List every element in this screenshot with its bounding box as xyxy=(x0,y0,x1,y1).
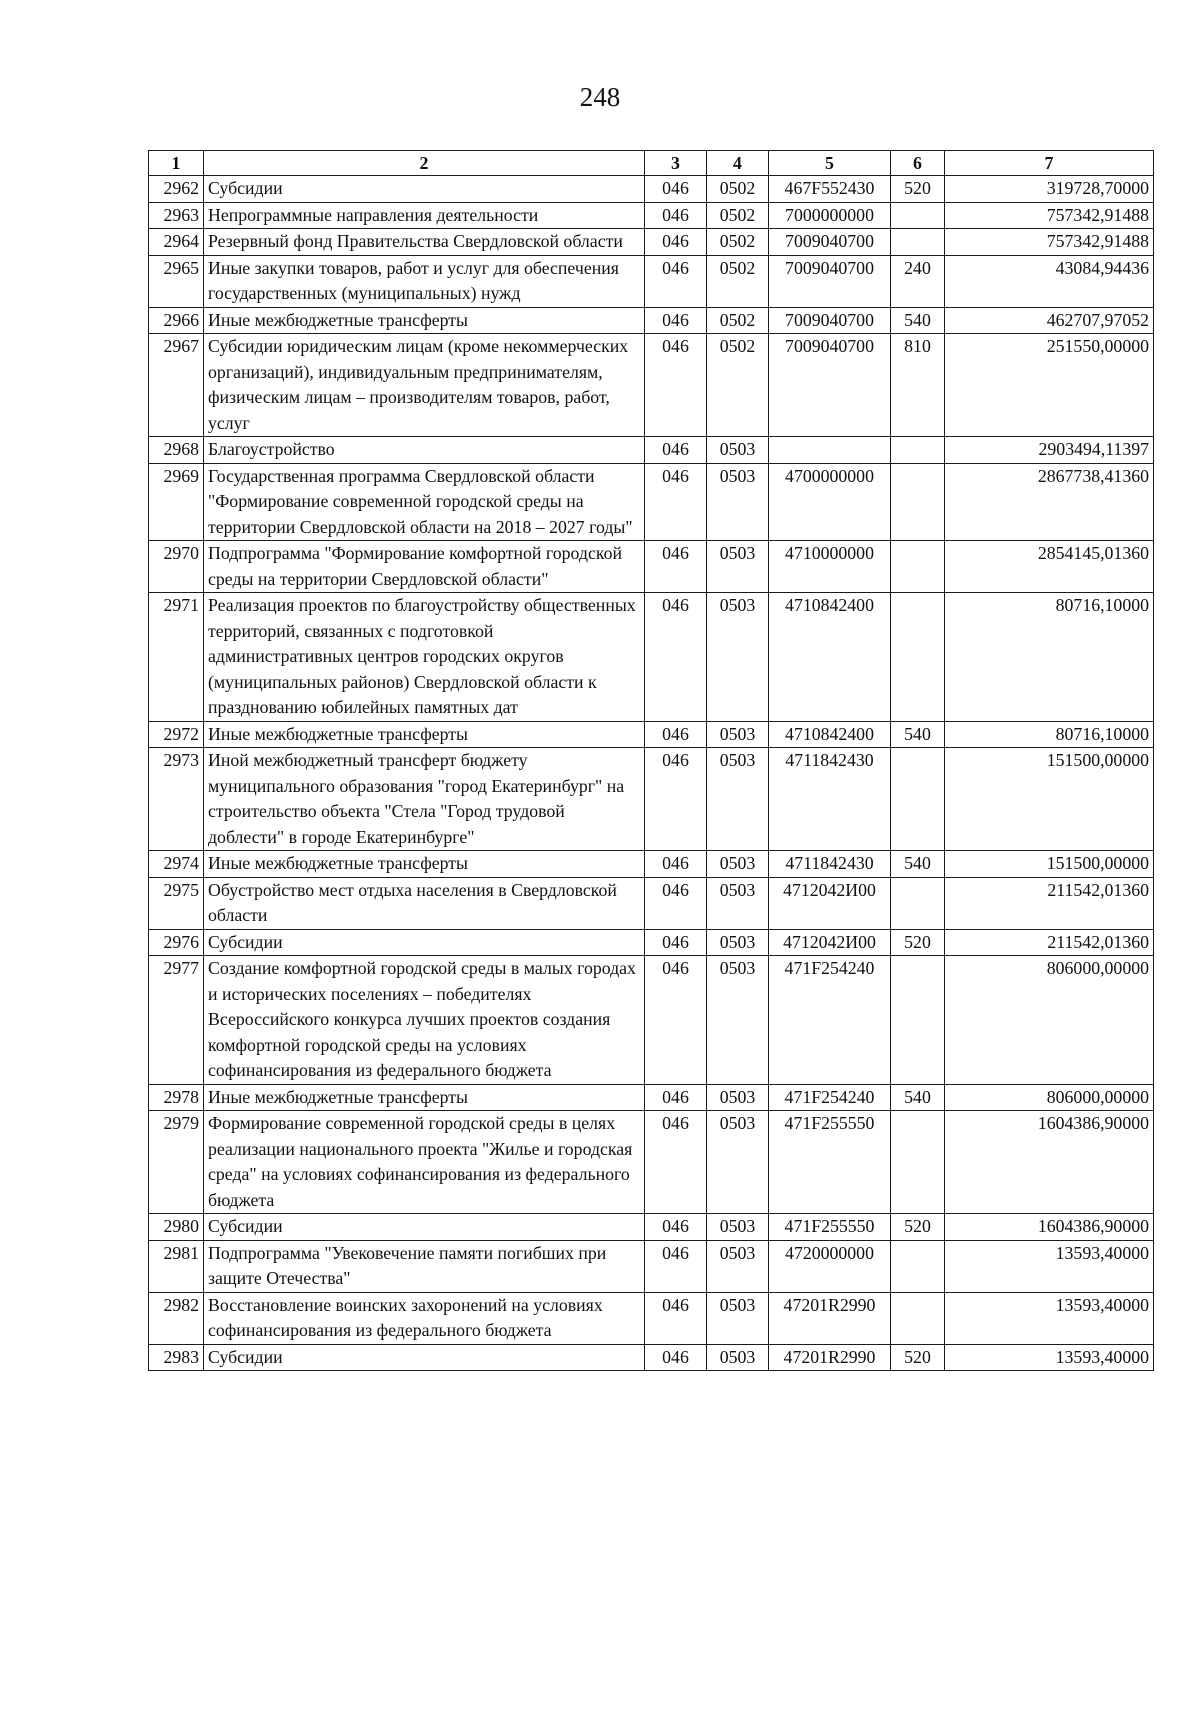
row-amount: 13593,40000 xyxy=(945,1344,1154,1371)
row-number: 2965 xyxy=(149,255,204,307)
row-code-6 xyxy=(891,956,945,1085)
table-row xyxy=(149,463,1154,541)
row-code-4: 0503 xyxy=(707,877,769,929)
table-row xyxy=(149,176,1154,203)
header-cell: 5 xyxy=(769,151,891,176)
row-code-6 xyxy=(891,463,945,541)
row-amount: 211542,01360 xyxy=(945,877,1154,929)
row-code-6 xyxy=(891,1111,945,1214)
row-code-4: 0503 xyxy=(707,1292,769,1344)
row-code-5: 471F255550 xyxy=(769,1111,891,1214)
row-number: 2983 xyxy=(149,1344,204,1371)
row-code-3: 046 xyxy=(645,851,707,878)
row-name: Благоустройство xyxy=(204,437,645,464)
row-code-4: 0503 xyxy=(707,1111,769,1214)
row-amount: 43084,94436 xyxy=(945,255,1154,307)
row-code-5: 471F255550 xyxy=(769,1214,891,1241)
table-row xyxy=(149,229,1154,256)
row-code-5: 4710842400 xyxy=(769,721,891,748)
row-name: Иные межбюджетные трансферты xyxy=(204,851,645,878)
row-code-3: 046 xyxy=(645,721,707,748)
row-name: Реализация проектов по благоустройству общественных территорий, связанных с подготовкой административных центров городских округов (муниципальных районов) Свердловской области к празднованию юбилейных памятных дат xyxy=(204,593,645,722)
row-code-3: 046 xyxy=(645,1344,707,1371)
row-number: 2967 xyxy=(149,334,204,437)
row-code-5: 47201R2990 xyxy=(769,1292,891,1344)
table-row xyxy=(149,1084,1154,1111)
table-row xyxy=(149,1344,1154,1371)
row-code-4: 0502 xyxy=(707,334,769,437)
row-name: Субсидии xyxy=(204,929,645,956)
row-number: 2979 xyxy=(149,1111,204,1214)
table-row xyxy=(149,748,1154,851)
row-code-4: 0502 xyxy=(707,255,769,307)
row-code-6: 540 xyxy=(891,1084,945,1111)
row-code-6: 520 xyxy=(891,1214,945,1241)
row-number: 2980 xyxy=(149,1214,204,1241)
row-code-3: 046 xyxy=(645,929,707,956)
row-number: 2964 xyxy=(149,229,204,256)
row-code-3: 046 xyxy=(645,1214,707,1241)
row-number: 2970 xyxy=(149,541,204,593)
row-number: 2976 xyxy=(149,929,204,956)
row-code-5: 7009040700 xyxy=(769,334,891,437)
table-row xyxy=(149,1214,1154,1241)
table-row xyxy=(149,334,1154,437)
table-row xyxy=(149,202,1154,229)
table-row xyxy=(149,851,1154,878)
row-code-5: 467F552430 xyxy=(769,176,891,203)
row-number: 2974 xyxy=(149,851,204,878)
row-number: 2962 xyxy=(149,176,204,203)
row-code-6: 520 xyxy=(891,929,945,956)
row-name: Иные межбюджетные трансферты xyxy=(204,1084,645,1111)
table-row xyxy=(149,1111,1154,1214)
header-cell: 1 xyxy=(149,151,204,176)
table-row xyxy=(149,1292,1154,1344)
row-code-3: 046 xyxy=(645,1084,707,1111)
row-code-3: 046 xyxy=(645,307,707,334)
row-name: Государственная программа Свердловской области "Формирование современной городской среды на территории Свердловской области на 2018 – 2027 годы" xyxy=(204,463,645,541)
row-number: 2966 xyxy=(149,307,204,334)
row-code-5: 4711842430 xyxy=(769,748,891,851)
row-code-5: 4710000000 xyxy=(769,541,891,593)
row-number: 2971 xyxy=(149,593,204,722)
row-name: Иной межбюджетный трансферт бюджету муниципального образования "город Екатеринбург" на строительство объекта "Стела "Город трудовой доблести" в городе Екатеринбурге" xyxy=(204,748,645,851)
row-amount: 2854145,01360 xyxy=(945,541,1154,593)
row-code-4: 0502 xyxy=(707,202,769,229)
row-name: Подпрограмма "Формирование комфортной городской среды на территории Свердловской области" xyxy=(204,541,645,593)
table-row xyxy=(149,721,1154,748)
row-amount: 151500,00000 xyxy=(945,851,1154,878)
row-code-5: 7009040700 xyxy=(769,229,891,256)
row-code-6 xyxy=(891,541,945,593)
row-code-5: 4700000000 xyxy=(769,463,891,541)
row-amount: 757342,91488 xyxy=(945,202,1154,229)
row-code-4: 0502 xyxy=(707,229,769,256)
row-name: Создание комфортной городской среды в малых городах и исторических поселениях – победителях Всероссийского конкурса лучших проектов создания комфортной городской среды на условиях софинансирования из федерального бюджета xyxy=(204,956,645,1085)
row-code-3: 046 xyxy=(645,541,707,593)
row-name: Восстановление воинских захоронений на условиях софинансирования из федерального бюджета xyxy=(204,1292,645,1344)
row-name: Субсидии xyxy=(204,1214,645,1241)
row-amount: 2903494,11397 xyxy=(945,437,1154,464)
row-code-4: 0503 xyxy=(707,851,769,878)
row-name: Субсидии xyxy=(204,176,645,203)
row-code-3: 046 xyxy=(645,748,707,851)
row-code-3: 046 xyxy=(645,229,707,256)
row-name: Резервный фонд Правительства Свердловской области xyxy=(204,229,645,256)
row-code-6: 520 xyxy=(891,1344,945,1371)
row-amount: 13593,40000 xyxy=(945,1292,1154,1344)
row-number: 2969 xyxy=(149,463,204,541)
row-code-6 xyxy=(891,202,945,229)
row-name: Субсидии xyxy=(204,1344,645,1371)
row-code-6: 540 xyxy=(891,307,945,334)
header-cell: 4 xyxy=(707,151,769,176)
row-code-6 xyxy=(891,593,945,722)
row-name: Формирование современной городской среды в целях реализации национального проекта "Жилье и городская среда" на условиях софинансирования из федерального бюджета xyxy=(204,1111,645,1214)
row-code-5: 47201R2990 xyxy=(769,1344,891,1371)
row-code-3: 046 xyxy=(645,176,707,203)
row-code-5: 4710842400 xyxy=(769,593,891,722)
row-code-6: 240 xyxy=(891,255,945,307)
table-row xyxy=(149,255,1154,307)
row-code-5: 471F254240 xyxy=(769,956,891,1085)
row-name: Иные межбюджетные трансферты xyxy=(204,721,645,748)
row-amount: 211542,01360 xyxy=(945,929,1154,956)
row-code-5: 7000000000 xyxy=(769,202,891,229)
header-cell: 6 xyxy=(891,151,945,176)
row-code-6 xyxy=(891,437,945,464)
row-amount: 806000,00000 xyxy=(945,1084,1154,1111)
row-number: 2981 xyxy=(149,1240,204,1292)
row-code-6 xyxy=(891,748,945,851)
row-code-4: 0503 xyxy=(707,929,769,956)
row-amount: 13593,40000 xyxy=(945,1240,1154,1292)
row-code-5 xyxy=(769,437,891,464)
row-name: Непрограммные направления деятельности xyxy=(204,202,645,229)
row-code-4: 0503 xyxy=(707,1240,769,1292)
row-code-5: 4712042И00 xyxy=(769,929,891,956)
row-amount: 1604386,90000 xyxy=(945,1111,1154,1214)
row-code-3: 046 xyxy=(645,255,707,307)
row-code-3: 046 xyxy=(645,437,707,464)
table-row xyxy=(149,437,1154,464)
row-code-3: 046 xyxy=(645,463,707,541)
row-code-4: 0503 xyxy=(707,748,769,851)
row-code-6: 540 xyxy=(891,721,945,748)
row-code-4: 0503 xyxy=(707,1214,769,1241)
row-name: Иные межбюджетные трансферты xyxy=(204,307,645,334)
row-code-4: 0503 xyxy=(707,593,769,722)
table-row xyxy=(149,541,1154,593)
row-number: 2972 xyxy=(149,721,204,748)
row-name: Обустройство мест отдыха населения в Свердловской области xyxy=(204,877,645,929)
header-cell: 2 xyxy=(204,151,645,176)
table-row xyxy=(149,929,1154,956)
row-code-4: 0503 xyxy=(707,1084,769,1111)
row-number: 2973 xyxy=(149,748,204,851)
header-cell: 7 xyxy=(945,151,1154,176)
row-code-4: 0502 xyxy=(707,176,769,203)
row-code-4: 0503 xyxy=(707,721,769,748)
row-code-6: 540 xyxy=(891,851,945,878)
row-code-3: 046 xyxy=(645,877,707,929)
row-code-3: 046 xyxy=(645,1111,707,1214)
row-code-6 xyxy=(891,1292,945,1344)
row-code-5: 7009040700 xyxy=(769,307,891,334)
row-number: 2978 xyxy=(149,1084,204,1111)
row-amount: 151500,00000 xyxy=(945,748,1154,851)
row-name: Иные закупки товаров, работ и услуг для обеспечения государственных (муниципальных) нужд xyxy=(204,255,645,307)
table-row xyxy=(149,593,1154,722)
row-amount: 757342,91488 xyxy=(945,229,1154,256)
row-number: 2968 xyxy=(149,437,204,464)
row-name: Подпрограмма "Увековечение памяти погибших при защите Отечества" xyxy=(204,1240,645,1292)
row-code-3: 046 xyxy=(645,1292,707,1344)
row-code-3: 046 xyxy=(645,1240,707,1292)
row-code-4: 0503 xyxy=(707,956,769,1085)
row-number: 2975 xyxy=(149,877,204,929)
row-code-5: 4712042И00 xyxy=(769,877,891,929)
row-code-4: 0502 xyxy=(707,307,769,334)
row-name: Субсидии юридическим лицам (кроме некоммерческих организаций), индивидуальным предпринимателям, физическим лицам – производителям товаров, работ, услуг xyxy=(204,334,645,437)
header-cell: 3 xyxy=(645,151,707,176)
row-number: 2982 xyxy=(149,1292,204,1344)
row-number: 2977 xyxy=(149,956,204,1085)
row-code-3: 046 xyxy=(645,956,707,1085)
row-code-5: 471F254240 xyxy=(769,1084,891,1111)
row-amount: 251550,00000 xyxy=(945,334,1154,437)
row-code-3: 046 xyxy=(645,334,707,437)
row-code-6 xyxy=(891,1240,945,1292)
table-row xyxy=(149,1240,1154,1292)
row-amount: 80716,10000 xyxy=(945,593,1154,722)
table-row xyxy=(149,877,1154,929)
page-number: 248 xyxy=(579,82,621,112)
row-code-3: 046 xyxy=(645,593,707,722)
header-row xyxy=(149,151,1154,176)
row-code-4: 0503 xyxy=(707,437,769,464)
row-amount: 462707,97052 xyxy=(945,307,1154,334)
row-code-6: 520 xyxy=(891,176,945,203)
table-row xyxy=(149,956,1154,1085)
row-code-6: 810 xyxy=(891,334,945,437)
row-code-5: 4720000000 xyxy=(769,1240,891,1292)
row-code-5: 4711842430 xyxy=(769,851,891,878)
row-amount: 2867738,41360 xyxy=(945,463,1154,541)
row-code-5: 7009040700 xyxy=(769,255,891,307)
row-amount: 319728,70000 xyxy=(945,176,1154,203)
row-amount: 1604386,90000 xyxy=(945,1214,1154,1241)
row-code-4: 0503 xyxy=(707,541,769,593)
row-code-4: 0503 xyxy=(707,463,769,541)
table-row xyxy=(149,307,1154,334)
row-code-3: 046 xyxy=(645,202,707,229)
row-code-4: 0503 xyxy=(707,1344,769,1371)
row-number: 2963 xyxy=(149,202,204,229)
row-code-6 xyxy=(891,229,945,256)
row-amount: 80716,10000 xyxy=(945,721,1154,748)
row-code-6 xyxy=(891,877,945,929)
row-amount: 806000,00000 xyxy=(945,956,1154,1085)
budget-table xyxy=(148,150,1154,1371)
